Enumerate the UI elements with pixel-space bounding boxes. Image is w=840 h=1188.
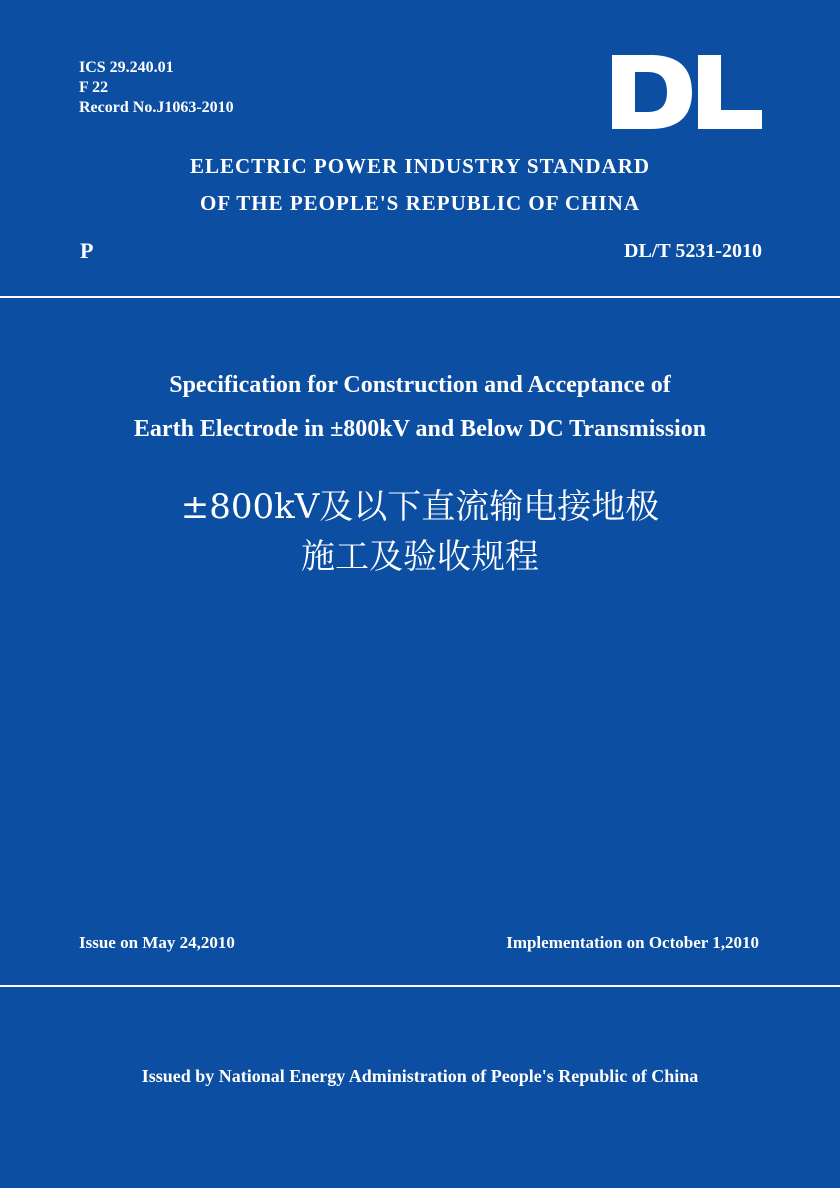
english-title-line-2: Earth Electrode in ±800kV and Below DC Transmission	[133, 416, 707, 442]
organization-line-1: ELECTRIC POWER INDUSTRY STANDARD	[189, 154, 651, 178]
dl-logo-letter-d	[612, 55, 692, 129]
classification-letter: P	[80, 238, 94, 263]
ccs-code: F 22	[79, 79, 109, 96]
dl-logo	[612, 55, 762, 129]
standard-code: DL/T 5231-2010	[624, 240, 762, 262]
top-divider	[0, 296, 840, 298]
bottom-divider	[0, 985, 840, 987]
organization-line-2: OF THE PEOPLE'S REPUBLIC OF CHINA	[199, 191, 641, 215]
record-number: Record No.J1063-2010	[79, 99, 234, 116]
chinese-title-line-1: ±800kV及以下直流输电接地极	[180, 487, 660, 527]
implementation-date: Implementation on October 1,2010	[506, 933, 759, 952]
dl-logo-letter-l	[698, 55, 762, 129]
english-title-line-1: Specification for Construction and Acceptance of	[169, 372, 671, 398]
chinese-title-line-2: 施工及验收规程	[301, 537, 539, 577]
issuer-statement: Issued by National Energy Administration of People's Republic of China	[141, 1066, 699, 1086]
document-metadata	[79, 58, 234, 118]
ics-code: ICS 29.240.01	[79, 59, 174, 76]
issue-date: Issue on May 24,2010	[79, 933, 235, 952]
